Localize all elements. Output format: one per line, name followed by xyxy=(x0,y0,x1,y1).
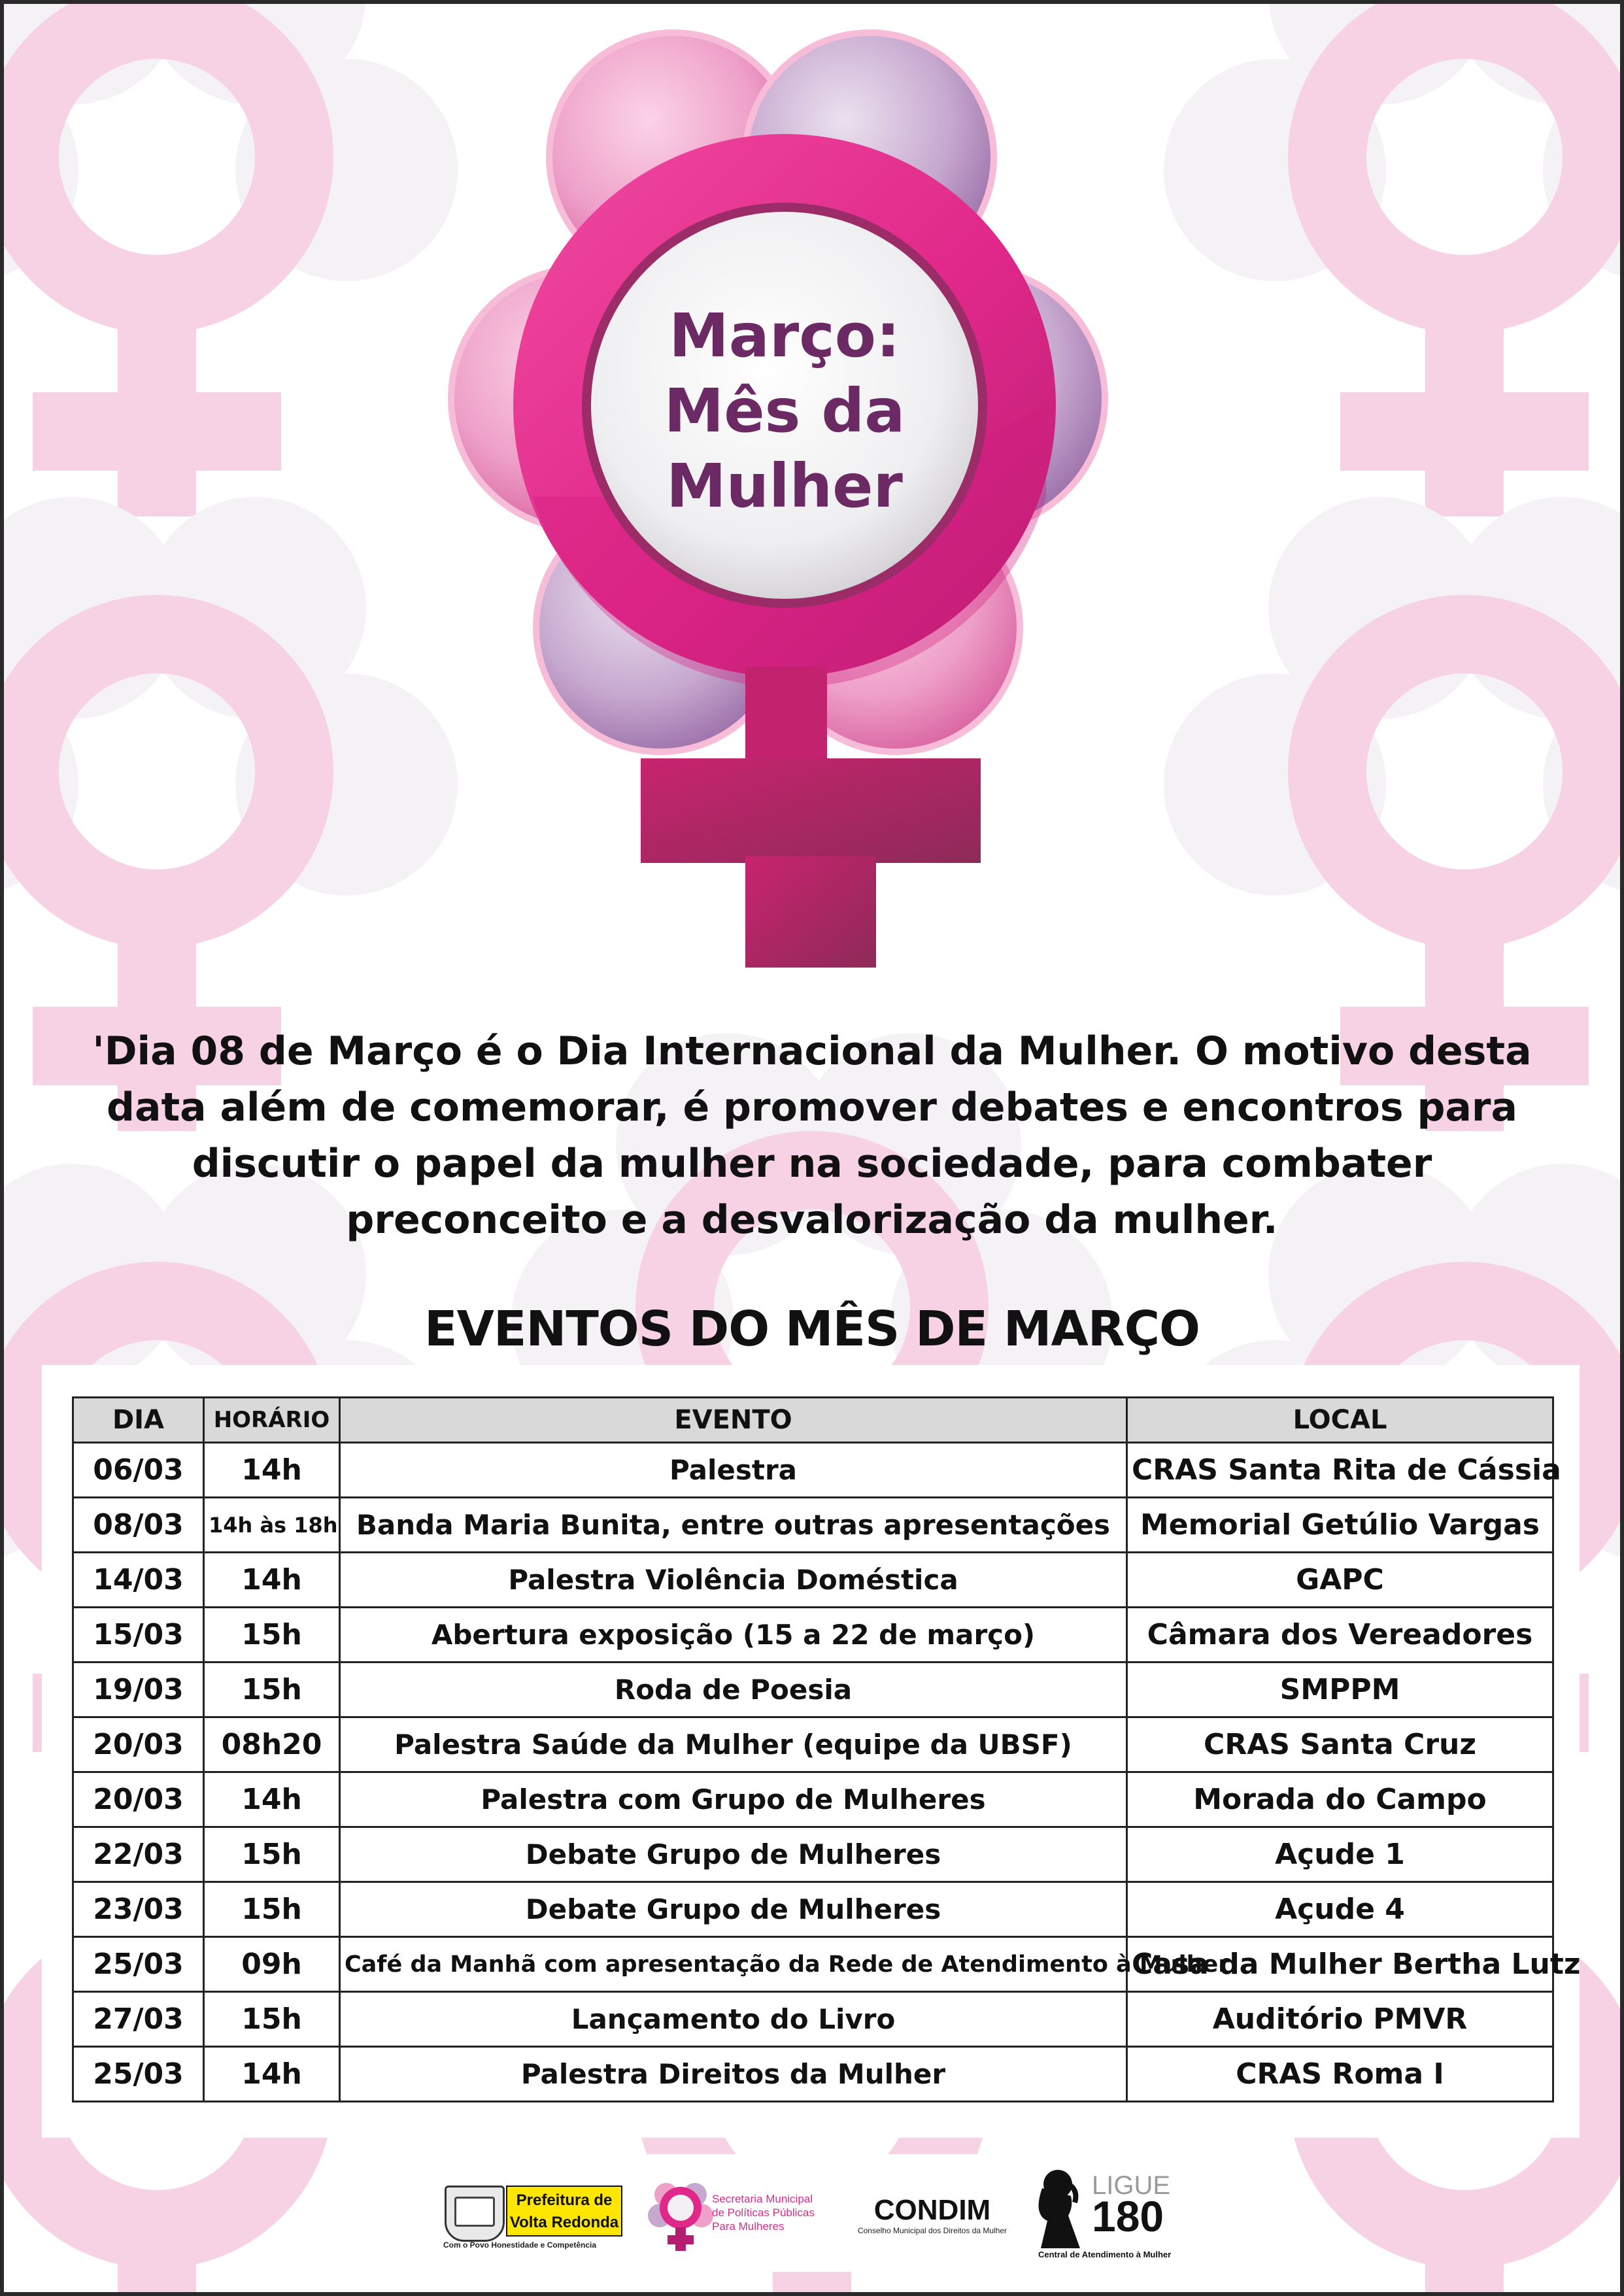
secretaria-line-1: Secretaria Municipal xyxy=(712,2193,813,2205)
cell-horario: 14h xyxy=(204,1553,340,1608)
emblem-title-line-1: Março: xyxy=(669,301,900,371)
cell-local: Açude 4 xyxy=(1127,1882,1553,1937)
secretaria-line-2: de Políticas Públicas xyxy=(712,2206,815,2219)
cell-dia: 14/03 xyxy=(73,1553,204,1608)
cell-dia: 25/03 xyxy=(73,2047,204,2102)
ligue-text: LIGUE xyxy=(1092,2171,1171,2200)
cell-local: Auditório PMVR xyxy=(1127,1992,1553,2047)
cell-local: SMPPM xyxy=(1127,1663,1553,1717)
cell-evento: Palestra Direitos da Mulher xyxy=(340,2047,1127,2102)
ligue-number: 180 xyxy=(1092,2192,1164,2240)
cell-evento: Debate Grupo de Mulheres xyxy=(340,1882,1127,1937)
cell-dia: 25/03 xyxy=(73,1937,204,1992)
cell-evento: Palestra Violência Doméstica xyxy=(340,1553,1127,1608)
cell-horario: 15h xyxy=(204,1663,340,1717)
cell-dia: 27/03 xyxy=(73,1992,204,2047)
cell-local: Casa da Mulher Bertha Lutz xyxy=(1127,1937,1553,1992)
cell-local: CRAS Santa Cruz xyxy=(1127,1717,1553,1772)
cell-dia: 22/03 xyxy=(73,1827,204,1882)
cell-evento: Banda Maria Bunita, entre outras apresentações xyxy=(340,1498,1127,1553)
cell-horario: 09h xyxy=(204,1937,340,1992)
ligue-subtitle: Central de Atendimento à Mulher xyxy=(1038,2250,1172,2259)
cell-evento: Abertura exposição (15 a 22 de março) xyxy=(340,1608,1127,1663)
events-title: EVENTOS DO MÊS DE MARÇO xyxy=(424,1301,1200,1357)
emblem-title-line-2: Mês da xyxy=(664,376,905,446)
cell-evento: Palestra com Grupo de Mulheres xyxy=(340,1772,1127,1827)
cell-dia: 20/03 xyxy=(73,1717,204,1772)
cell-horario: 15h xyxy=(204,1992,340,2047)
condim-name: CONDIM xyxy=(873,2194,991,2226)
cell-horario: 14h xyxy=(204,1772,340,1827)
cell-evento: Lançamento do Livro xyxy=(340,1992,1127,2047)
header-evento: EVENTO xyxy=(340,1398,1127,1443)
header-horario: HORÁRIO xyxy=(204,1398,340,1443)
condim-subtitle: Conselho Municipal dos Direitos da Mulher xyxy=(857,2226,1007,2235)
cell-horario: 14h às 18h xyxy=(204,1498,340,1553)
intro-paragraph: 'Dia 08 de Março é o Dia Internacional da Mulher. O motivo desta data além de comemorar, é promover debates e encontros para discutir o papel da mulher na sociedade, para combater preconceito e a desvalorização da mulher. xyxy=(92,1028,1532,1243)
header-dia: DIA xyxy=(73,1398,204,1443)
cell-dia: 08/03 xyxy=(73,1498,204,1553)
cell-local: Morada do Campo xyxy=(1127,1772,1553,1827)
cell-local: GAPC xyxy=(1127,1553,1553,1608)
cell-horario: 15h xyxy=(204,1882,340,1937)
prefeitura-tagline: Com o Povo Honestidade e Competência xyxy=(443,2240,597,2250)
prefeitura-line-1: Prefeitura de xyxy=(516,2191,613,2209)
cell-dia: 20/03 xyxy=(73,1772,204,1827)
cell-evento: Palestra xyxy=(340,1443,1127,1498)
cell-horario: 15h xyxy=(204,1827,340,1882)
cell-dia: 06/03 xyxy=(73,1443,204,1498)
cell-dia: 15/03 xyxy=(73,1608,204,1663)
cell-local: CRAS Santa Rita de Cássia xyxy=(1127,1443,1553,1498)
cell-evento: Café da Manhã com apresentação da Rede de Atendimento à Mulher xyxy=(340,1937,1127,1992)
cell-dia: 23/03 xyxy=(73,1882,204,1937)
cell-local: Câmara dos Vereadores xyxy=(1127,1608,1553,1663)
cell-local: Memorial Getúlio Vargas xyxy=(1127,1498,1553,1553)
cell-local: CRAS Roma I xyxy=(1127,2047,1553,2102)
cell-dia: 19/03 xyxy=(73,1663,204,1717)
emblem-title-line-3: Mulher xyxy=(666,451,903,521)
cell-local: Açude 1 xyxy=(1127,1827,1553,1882)
cell-horario: 14h xyxy=(204,2047,340,2102)
cell-evento: Debate Grupo de Mulheres xyxy=(340,1827,1127,1882)
cell-horario: 08h20 xyxy=(204,1717,340,1772)
prefeitura-line-2: Volta Redonda xyxy=(509,2214,619,2231)
secretaria-line-3: Para Mulheres xyxy=(712,2220,785,2233)
cell-horario: 15h xyxy=(204,1608,340,1663)
header-local: LOCAL xyxy=(1127,1398,1553,1443)
cell-evento: Palestra Saúde da Mulher (equipe da UBSF) xyxy=(340,1717,1127,1772)
cell-horario: 14h xyxy=(204,1443,340,1498)
cell-evento: Roda de Poesia xyxy=(340,1663,1127,1717)
